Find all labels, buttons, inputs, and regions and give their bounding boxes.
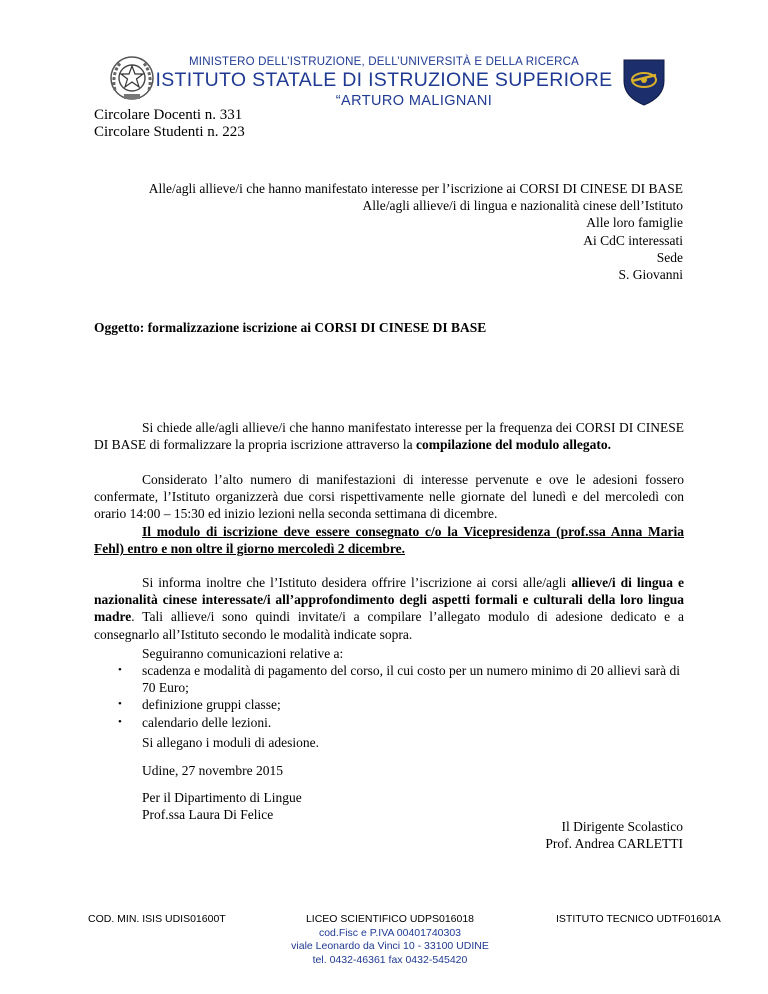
recipient-line: Alle loro famiglie <box>586 215 683 231</box>
circolare-studenti: Circolare Studenti n. 223 <box>94 124 245 140</box>
p2-text: Considerato l’alto numero di manifestazioni di interesse pervenute e ove le adesioni fossero confermate, l’Istituto organizzerà due corsi rispettivamente nelle giornate del lunedì e del mercoledì con orario 14:00 – 15:30 ed inizio lezioni nella seconda settimana di dicembre. <box>94 472 684 522</box>
recipient-line: Alle/agli allieve/i di lingua e nazionalità cinese dell’Istituto <box>362 198 683 214</box>
paragraph-3 <box>94 523 684 557</box>
circolare-docenti: Circolare Docenti n. 331 <box>94 107 243 123</box>
list-item: • scadenza e modalità di pagamento del corso, il cui costo per un numero minimo di 20 allievi sarà di 70 Euro; <box>118 663 680 696</box>
footer-liceo: LICEO SCIENTIFICO UDPS016018 <box>305 913 475 925</box>
p4-text-c: . Tali allieve/i sono quindi invitate/i a compilare l’allegato modulo di adesione dedicato e a consegnarlo all’Istituto secondo le modalità indicate sopra. <box>94 609 684 642</box>
footer-phone: tel. 0432-46361 fax 0432-545420 <box>312 953 468 966</box>
signature-block <box>545 818 683 852</box>
bullet-icon: • <box>118 715 122 728</box>
institute-name: “ARTURO MALIGNANI <box>335 93 493 109</box>
p1-text: Si chiede alle/agli allieve/i che hanno manifestato interesse per la frequenza dei CORSI DI CINESE DI BASE di formalizzare la propria iscrizione attraverso la <box>94 420 684 453</box>
footer-fiscal: cod.Fisc e P.IVA 00401740303 <box>318 926 462 939</box>
list-item: • definizione gruppi classe; <box>118 697 281 713</box>
footer-center <box>240 913 540 967</box>
p4-bold: allieve/i di lingua e nazionalità cinese interessate/i all’approfondimento degli aspetti formali e culturali della loro lingua madre <box>94 575 684 625</box>
bullet-icon: • <box>118 698 122 711</box>
recipient-line: S. Giovanni <box>618 267 683 283</box>
bullet-icon: • <box>118 664 122 676</box>
p3-text: Il modulo di iscrizione deve essere consegnato c/o la Vicepresidenza (prof.ssa Anna Maria Fehl) entro e non oltre il giorno mercoledì 2 dicembre. <box>94 524 684 557</box>
paragraph-1 <box>94 419 684 453</box>
bullet-list <box>118 662 692 731</box>
p1-bold: compilazione del modulo allegato. <box>416 437 611 453</box>
allegati-line: Si allegano i moduli di adesione. <box>142 735 319 750</box>
recipient-line: Ai CdC interessati <box>583 232 683 248</box>
signature-name: Prof. Andrea CARLETTI <box>545 836 683 852</box>
paragraph-2 <box>94 471 684 523</box>
recipient-line: Alle/agli allieve/i che hanno manifestato interesse per l’iscrizione ai CORSI DI CINESE DI BASE <box>148 181 683 196</box>
recipient-line: Sede <box>656 249 683 265</box>
professor-line: Prof.ssa Laura Di Felice <box>142 807 274 822</box>
date-line: Udine, 27 novembre 2015 <box>142 763 283 778</box>
p4-text-a: Si informa inoltre che l’Istituto desidera offrire l’iscrizione ai corsi alle/agli <box>142 575 572 590</box>
footer-istituto-tecnico: ISTITUTO TECNICO UDTF01601A <box>556 913 721 925</box>
list-item: • calendario delle lezioni. <box>118 714 272 730</box>
paragraph-4 <box>94 574 684 643</box>
department-line: Per il Dipartimento di Lingue <box>142 790 302 805</box>
list-intro: Seguiranno comunicazioni relative a: <box>142 646 344 661</box>
footer-cod-min: COD. MIN. ISIS UDIS01600T <box>88 913 226 925</box>
subject-line: Oggetto: formalizzazione iscrizione ai CORSI DI CINESE DI BASE <box>94 320 487 335</box>
signature-role: Il Dirigente Scolastico <box>561 819 683 834</box>
recipients-block <box>83 180 683 283</box>
footer-address: viale Leonardo da Vinci 10 - 33100 UDINE <box>291 940 489 952</box>
institute-heading: ISTITUTO STATALE DI ISTRUZIONE SUPERIORE <box>155 69 613 91</box>
ministry-heading: MINISTERO DELL’ISTRUZIONE, DELL’UNIVERSITÀ E DELLA RICERCA <box>189 56 579 68</box>
